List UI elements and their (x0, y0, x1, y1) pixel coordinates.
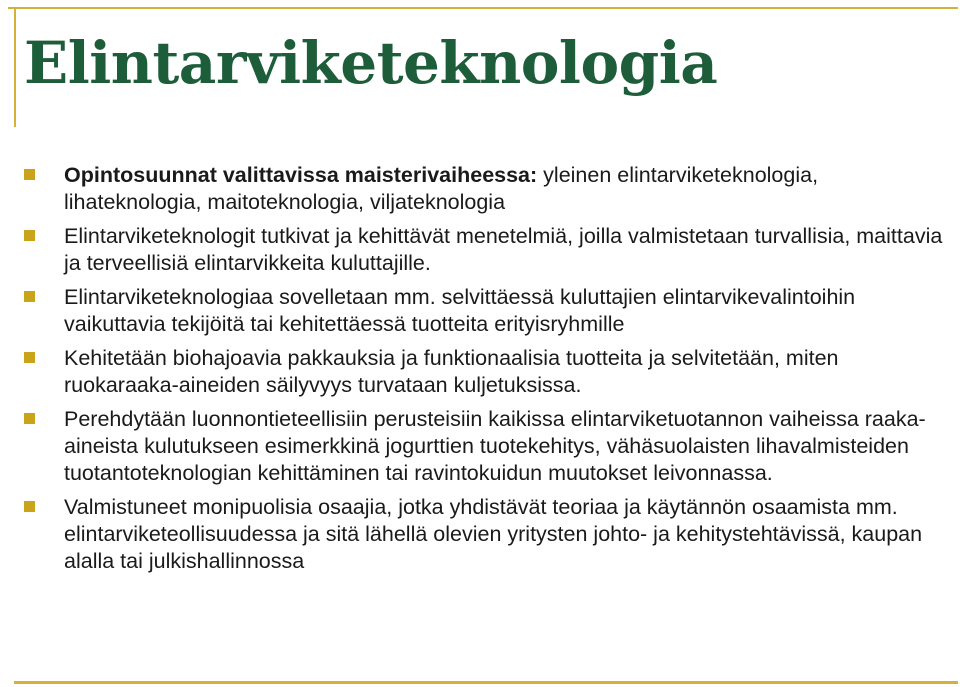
bullet-lead-text: Opintosuunnat valittavissa maisterivaiheessa: (64, 163, 538, 187)
bullet-item (24, 345, 944, 399)
bullet-list (24, 162, 944, 582)
bullet-item (24, 223, 944, 277)
square-bullet-icon (24, 501, 35, 512)
square-bullet-icon (24, 169, 35, 180)
square-bullet-icon (24, 291, 35, 302)
left-decorative-line (14, 7, 16, 127)
square-bullet-icon (24, 352, 35, 363)
bullet-item (24, 494, 944, 575)
bullet-item (24, 406, 944, 487)
square-bullet-icon (24, 230, 35, 241)
bullet-item (24, 162, 944, 216)
bullet-text: Elintarviketeknologiaa sovelletaan mm. selvittäessä kuluttajien elintarvikevalintoihin vaikuttavia tekijöitä tai kehitettäessä tuotteita erityisryhmille (64, 285, 856, 336)
bullet-text: Valmistuneet monipuolisia osaajia, jotka yhdistävät teoriaa ja käytännön osaamista mm. elintarviketeollisuudessa ja sitä lähellä olevien yritysten johto- ja kehitystehtävissä, kaupan alalla tai julkishallinnossa (64, 495, 923, 573)
bottom-decorative-line (14, 681, 958, 684)
bullet-text: Kehitetään biohajoavia pakkauksia ja funktionaalisia tuotteita ja selvitetään, miten ruokaraaka-aineiden säilyvyys turvataan kuljetuksissa. (64, 346, 839, 397)
bullet-item (24, 284, 944, 338)
slide-title: Elintarviketeknologia (24, 29, 718, 97)
square-bullet-icon (24, 413, 35, 424)
bullet-text: yleinen elintarviketeknologia, lihateknologia, maitoteknologia, viljateknologia (64, 163, 819, 214)
bullet-text: Perehdytään luonnontieteellisiin perusteisiin kaikissa elintarviketuotannon vaiheissa raaka-aineista kulutukseen esimerkkinä jogurttien tuotekehitys, vähäsuolaisten lihavalmisteiden tuotantoteknologian kehittäminen tai ravintokuidun muutokset leivonnassa. (64, 407, 926, 485)
bullet-text: Elintarviketeknologit tutkivat ja kehittävät menetelmiä, joilla valmistetaan turvallisia, maittavia ja terveellisiä elintarvikkeita kuluttajille. (64, 224, 943, 275)
top-decorative-line (8, 7, 958, 9)
